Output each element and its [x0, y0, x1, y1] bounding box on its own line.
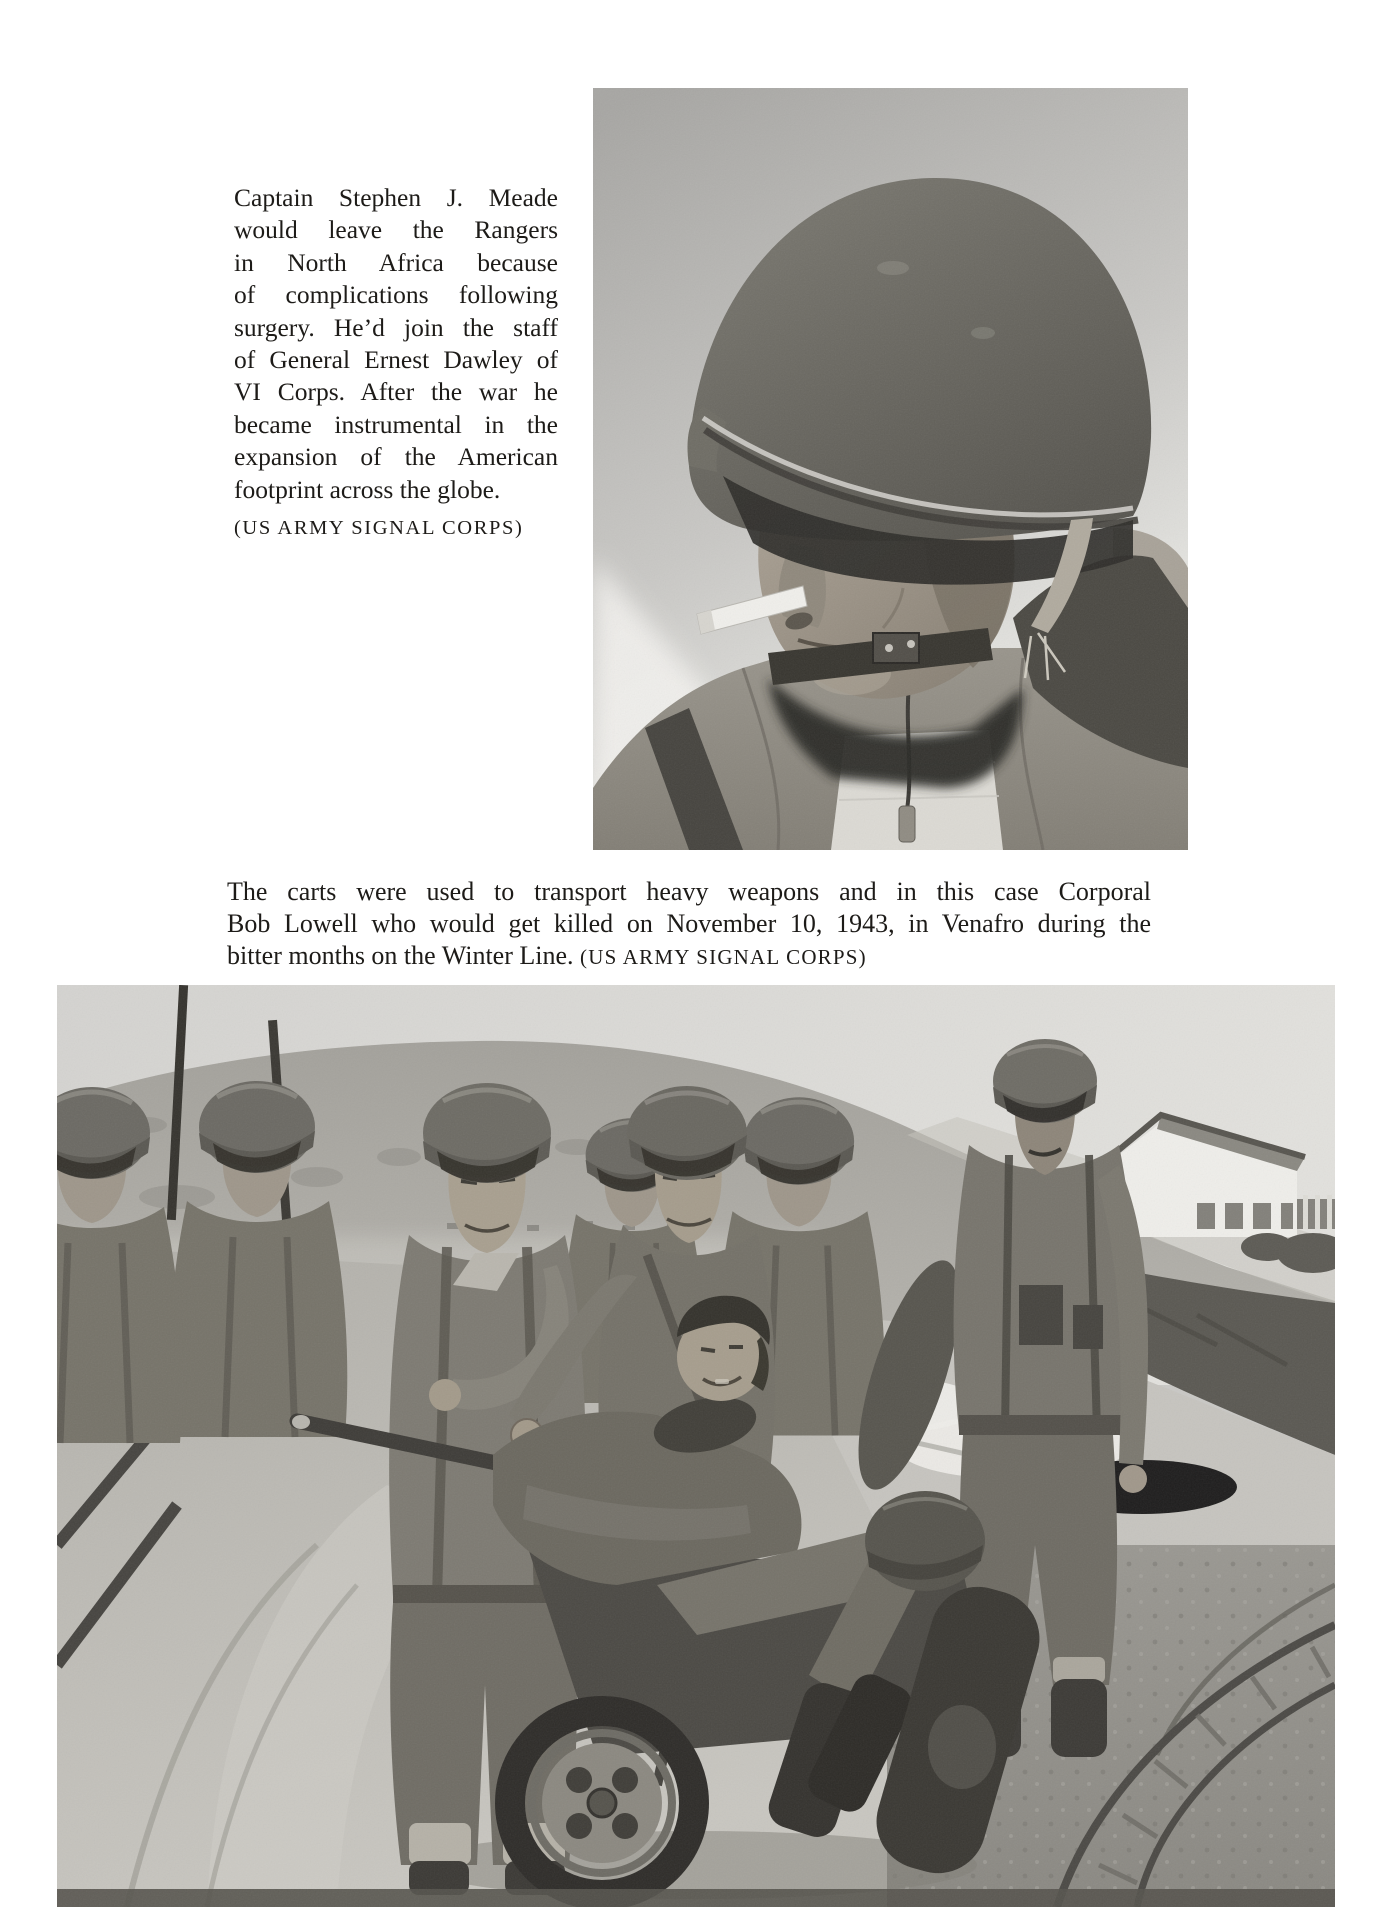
caption-meade — [234, 182, 558, 544]
caption-line: of complications following — [234, 280, 558, 310]
caption-line: expansion of the American — [234, 442, 558, 472]
caption-line: The carts were used to transport heavy weapons and in this case Corporal — [227, 877, 1151, 906]
photo-hand-cart — [57, 985, 1335, 1907]
caption-line: surgery. He’d join the staff — [234, 312, 558, 342]
caption-carts — [227, 876, 1151, 974]
caption-line: Bob Lowell who would get killed on November 10, 1943, in Venafro during the — [227, 909, 1151, 939]
caption-line: footprint across the globe. — [234, 474, 501, 504]
caption-line: VI Corps. After the war he — [234, 377, 558, 407]
caption-meade-body — [234, 182, 558, 506]
caption-line: became instrumental in the — [234, 409, 558, 439]
caption-carts-body — [227, 876, 1151, 940]
photo-portrait-meade — [593, 88, 1188, 850]
film-grain — [593, 88, 1188, 850]
caption-line: Captain Stephen J. Meade — [234, 183, 558, 212]
caption-carts-text: bitter months on the Winter Line. — [227, 941, 581, 971]
caption-line: in North Africa because — [234, 247, 558, 277]
caption-line: would leave the Rangers — [234, 215, 558, 245]
caption-line: of General Ernest Dawley of — [234, 345, 558, 375]
caption-carts-last-line — [227, 940, 1151, 973]
photo-credit-meade: (US ARMY SIGNAL CORPS) — [234, 517, 524, 540]
film-grain — [57, 985, 1335, 1907]
photo-credit-carts: (US ARMY SIGNAL CORPS) — [580, 945, 867, 970]
